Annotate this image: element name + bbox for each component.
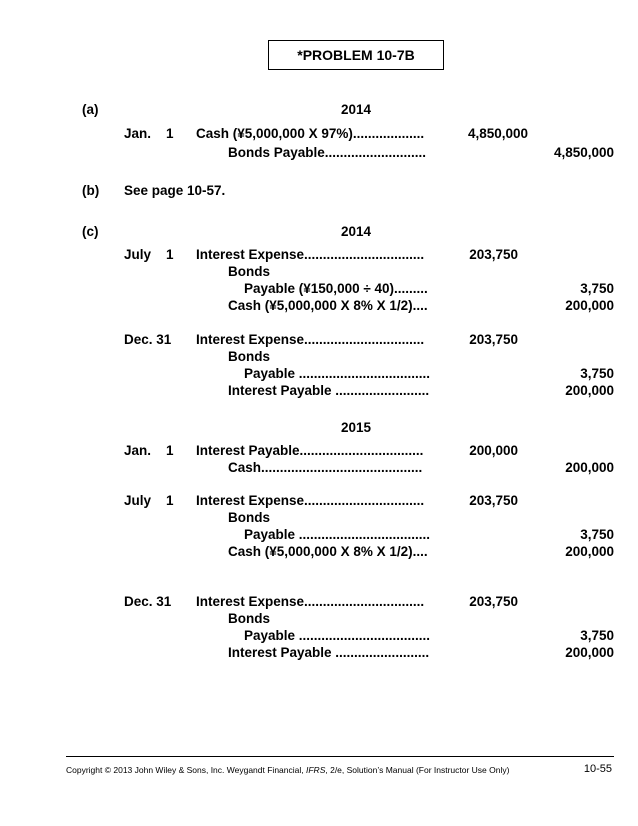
debit-account: Cash (¥5,000,000 X 97%)...................: [196, 126, 425, 141]
debit-account: Interest Expense................................: [196, 594, 425, 609]
entry-date: Jan.: [124, 443, 152, 458]
problem-title: *PROBLEM 10-7B: [268, 40, 444, 70]
entry-day: 1: [166, 126, 174, 141]
part-c-year-2014: 2014: [340, 224, 372, 239]
credit-account: Bonds: [228, 611, 270, 626]
credit-account: Payable ...................................: [244, 628, 431, 643]
credit-account: Cash...........................................: [228, 460, 423, 475]
credit-account: Cash (¥5,000,000 X 8% X 1/2)....: [228, 298, 428, 313]
part-c-label: (c): [82, 224, 99, 239]
entry-day: 1: [166, 493, 174, 508]
debit-account: Interest Expense................................: [196, 247, 425, 262]
credit-account: Bonds: [228, 510, 270, 525]
entry-date: July: [124, 247, 152, 262]
entry-date: Jan.: [124, 126, 152, 141]
footer-copyright: [66, 765, 509, 775]
page-number: 10-55: [583, 763, 612, 775]
part-b-label: (b): [82, 183, 100, 198]
debit-amount: 203,750: [469, 247, 518, 262]
credit-amount: 3,750: [580, 366, 614, 381]
credit-account: Interest Payable .........................: [228, 645, 430, 660]
debit-amount: 203,750: [469, 332, 518, 347]
credit-account: Payable ...................................: [244, 366, 431, 381]
entry-day: 1: [166, 443, 174, 458]
credit-account: Payable ...................................: [244, 527, 431, 542]
debit-amount: 4,850,000: [467, 126, 528, 141]
credit-account: Bonds Payable...........................: [228, 145, 427, 160]
entry-date: July: [124, 493, 152, 508]
debit-account: Interest Payable.................................: [196, 443, 424, 458]
credit-amount: 200,000: [565, 383, 614, 398]
credit-amount: 200,000: [565, 460, 614, 475]
entry-date: Dec. 31: [124, 332, 172, 347]
debit-amount: 200,000: [469, 443, 518, 458]
debit-amount: 203,750: [469, 493, 518, 508]
credit-amount: 200,000: [565, 298, 614, 313]
part-c-year-2015: 2015: [340, 420, 372, 435]
credit-account: Bonds: [228, 264, 270, 279]
part-a-label: (a): [82, 102, 99, 117]
copyright-text: Copyright © 2013 John Wiley & Sons, Inc. Weygandt Financial,: [66, 765, 304, 775]
debit-account: Interest Expense................................: [196, 493, 425, 508]
debit-amount: 203,750: [469, 594, 518, 609]
credit-account: Bonds: [228, 349, 270, 364]
ifrs-text: IFRS: [306, 765, 326, 775]
debit-account: Interest Expense................................: [196, 332, 425, 347]
credit-account: Cash (¥5,000,000 X 8% X 1/2)....: [228, 544, 428, 559]
credit-amount: 200,000: [565, 544, 614, 559]
part-b-text: See page 10-57.: [124, 183, 226, 198]
credit-amount: 3,750: [580, 281, 614, 296]
credit-account: Interest Payable .........................: [228, 383, 430, 398]
entry-date: Dec. 31: [124, 594, 172, 609]
credit-amount: 3,750: [580, 628, 614, 643]
credit-amount: 4,850,000: [553, 145, 614, 160]
part-a-year: 2014: [340, 102, 372, 117]
footer-divider: [66, 756, 614, 757]
credit-amount: 200,000: [565, 645, 614, 660]
credit-account: Payable (¥150,000 ÷ 40).........: [244, 281, 428, 296]
credit-amount: 3,750: [580, 527, 614, 542]
entry-day: 1: [166, 247, 174, 262]
manual-text: , 2/e, Solution’s Manual (For Instructor Use Only): [325, 765, 510, 775]
